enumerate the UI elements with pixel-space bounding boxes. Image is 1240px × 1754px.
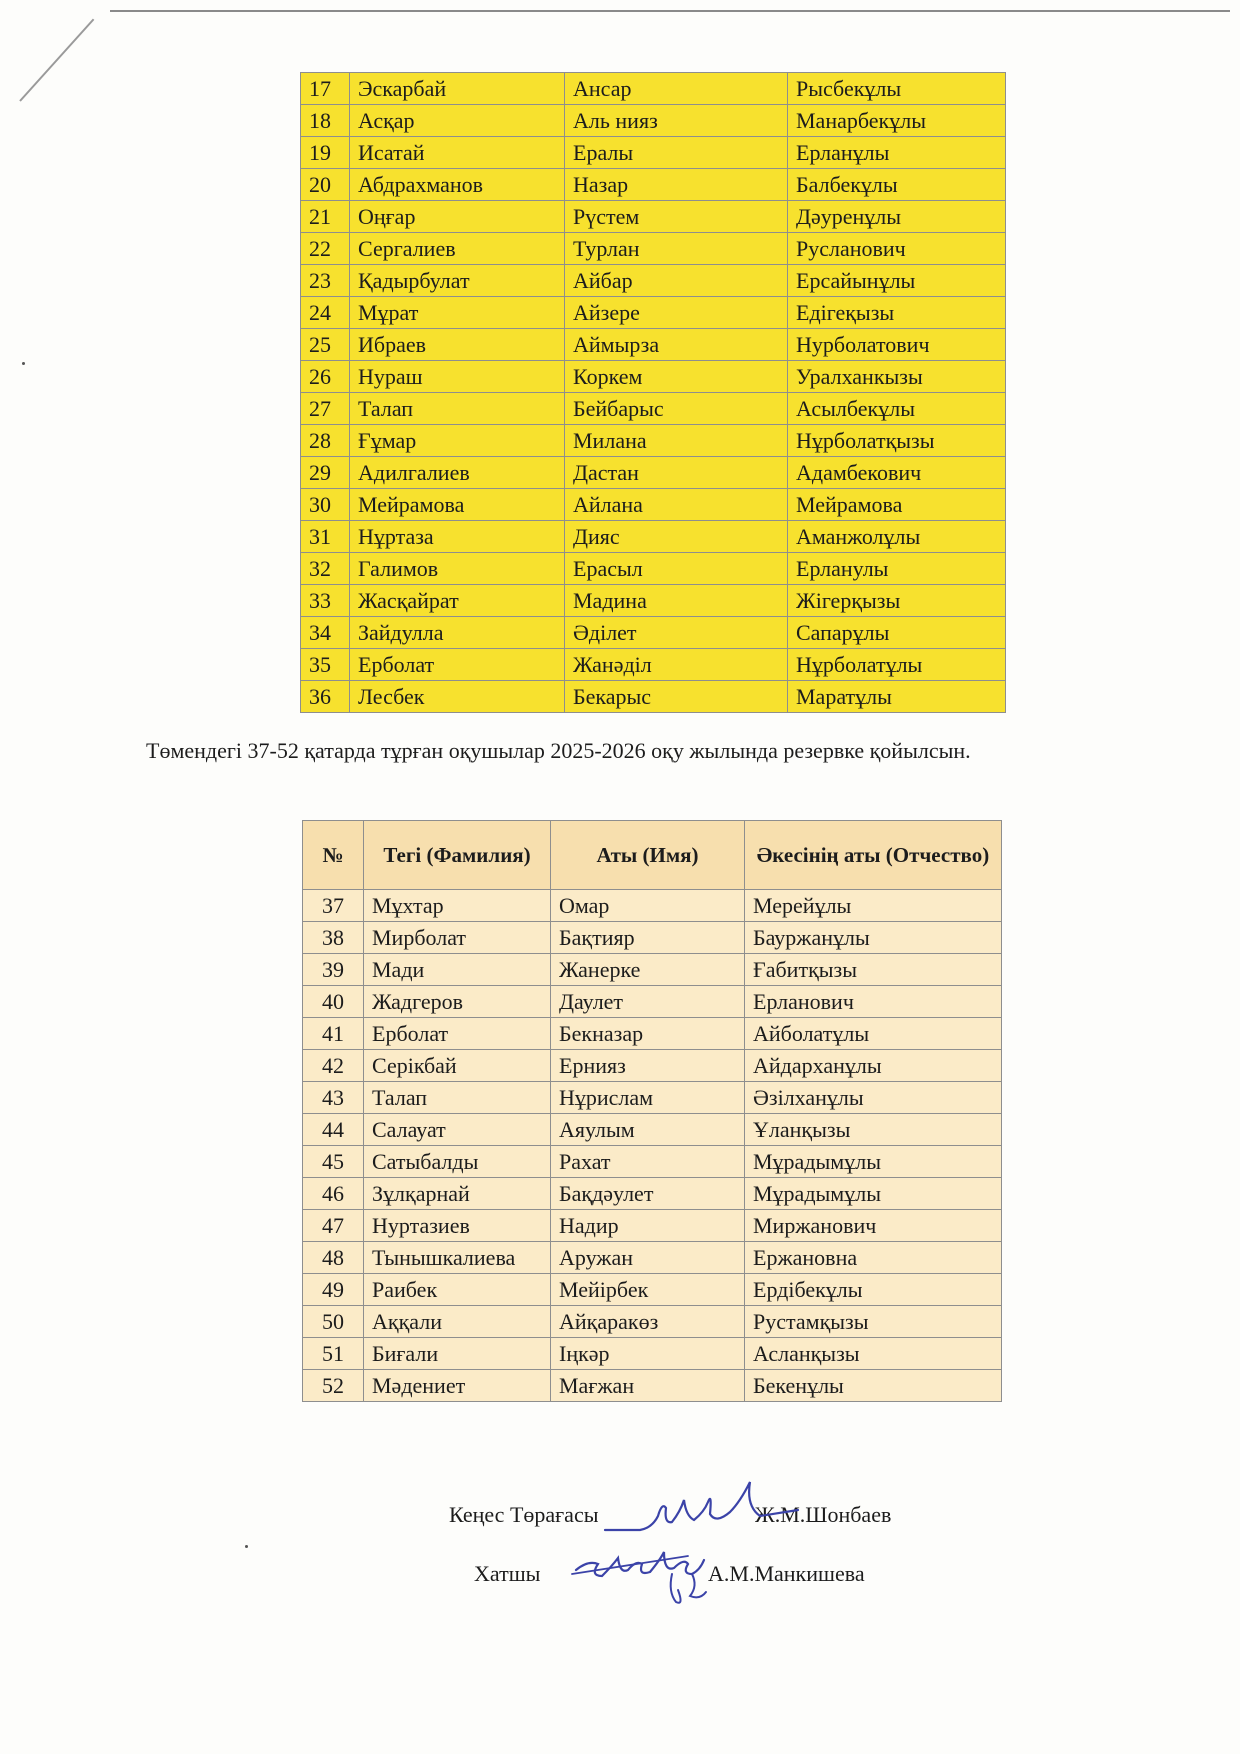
patronymic-cell: Ердібекұлы xyxy=(745,1274,1002,1306)
name-cell: Рахат xyxy=(551,1146,745,1178)
name-cell: Бейбарыс xyxy=(565,393,788,425)
header-surname: Тегі (Фамилия) xyxy=(364,821,551,890)
surname-cell: Нуртазиев xyxy=(364,1210,551,1242)
name-cell: Коркем xyxy=(565,361,788,393)
surname-cell: Талап xyxy=(364,1082,551,1114)
name-cell: Нұрислам xyxy=(551,1082,745,1114)
table-row xyxy=(301,73,1006,105)
name-cell: Ернияз xyxy=(551,1050,745,1082)
row-number: 24 xyxy=(301,297,350,329)
patronymic-cell: Ұланқызы xyxy=(745,1114,1002,1146)
surname-cell: Исатай xyxy=(350,137,565,169)
row-number: 21 xyxy=(301,201,350,233)
row-number: 32 xyxy=(301,553,350,585)
row-number: 50 xyxy=(303,1306,364,1338)
row-number: 48 xyxy=(303,1242,364,1274)
table-row xyxy=(303,1338,1002,1370)
surname-cell: Мұрат xyxy=(350,297,565,329)
row-number: 40 xyxy=(303,986,364,1018)
secretary-signature-mark xyxy=(568,1530,718,1610)
surname-cell: Аққали xyxy=(364,1306,551,1338)
patronymic-cell: Мейрамова xyxy=(788,489,1006,521)
surname-cell: Ерболат xyxy=(350,649,565,681)
row-number: 20 xyxy=(301,169,350,201)
name-cell: Мағжан xyxy=(551,1370,745,1402)
surname-cell: Тынышкалиева xyxy=(364,1242,551,1274)
scan-speck xyxy=(245,1545,248,1548)
table-row xyxy=(301,105,1006,137)
row-number: 46 xyxy=(303,1178,364,1210)
table-row xyxy=(301,169,1006,201)
table-row xyxy=(301,425,1006,457)
patronymic-cell: Рысбекұлы xyxy=(788,73,1006,105)
name-cell: Мейірбек xyxy=(551,1274,745,1306)
name-cell: Милана xyxy=(565,425,788,457)
table-row xyxy=(303,1018,1002,1050)
name-cell: Жанәділ xyxy=(565,649,788,681)
surname-cell: Жадгеров xyxy=(364,986,551,1018)
row-number: 47 xyxy=(303,1210,364,1242)
patronymic-cell: Дәуренұлы xyxy=(788,201,1006,233)
row-number: 49 xyxy=(303,1274,364,1306)
student-table-main xyxy=(300,72,1006,713)
patronymic-cell: Бауржанұлы xyxy=(745,922,1002,954)
surname-cell: Мәдениет xyxy=(364,1370,551,1402)
patronymic-cell: Жігерқызы xyxy=(788,585,1006,617)
row-number: 35 xyxy=(301,649,350,681)
header-patronymic: Әкесінің аты (Отчество) xyxy=(745,821,1002,890)
surname-cell: Эскарбай xyxy=(350,73,565,105)
table-row xyxy=(301,297,1006,329)
row-number: 33 xyxy=(301,585,350,617)
surname-cell: Мирболат xyxy=(364,922,551,954)
row-number: 37 xyxy=(303,890,364,922)
name-cell: Бекназар xyxy=(551,1018,745,1050)
surname-cell: Абдрахманов xyxy=(350,169,565,201)
surname-cell: Асқар xyxy=(350,105,565,137)
table-row xyxy=(301,585,1006,617)
patronymic-cell: Ерланович xyxy=(745,986,1002,1018)
surname-cell: Раибек xyxy=(364,1274,551,1306)
surname-cell: Биғали xyxy=(364,1338,551,1370)
row-number: 30 xyxy=(301,489,350,521)
row-number: 18 xyxy=(301,105,350,137)
surname-cell: Мейрамова xyxy=(350,489,565,521)
reserve-note: Төмендегі 37-52 қатарда тұрған оқушылар 2025-2026 оқу жылында резервке қойылсын. xyxy=(146,738,971,763)
row-number: 43 xyxy=(303,1082,364,1114)
row-number: 26 xyxy=(301,361,350,393)
row-number: 38 xyxy=(303,922,364,954)
patronymic-cell: Мұрадымұлы xyxy=(745,1178,1002,1210)
patronymic-cell: Асланқызы xyxy=(745,1338,1002,1370)
table-row xyxy=(303,1370,1002,1402)
row-number: 23 xyxy=(301,265,350,297)
patronymic-cell: Адамбекович xyxy=(788,457,1006,489)
patronymic-cell: Миржанович xyxy=(745,1210,1002,1242)
surname-cell: Зұлқарнай xyxy=(364,1178,551,1210)
patronymic-cell: Нұрболатқызы xyxy=(788,425,1006,457)
table-row xyxy=(301,137,1006,169)
table-row xyxy=(303,890,1002,922)
name-cell: Турлан xyxy=(565,233,788,265)
table-row xyxy=(303,1178,1002,1210)
patronymic-cell: Уралханкызы xyxy=(788,361,1006,393)
surname-cell: Нураш xyxy=(350,361,565,393)
student-table-reserve xyxy=(302,820,1002,1402)
surname-cell: Серікбай xyxy=(364,1050,551,1082)
header-name: Аты (Имя) xyxy=(551,821,745,890)
patronymic-cell: Ерсайынұлы xyxy=(788,265,1006,297)
secretary-title: Хатшы xyxy=(474,1561,541,1586)
surname-cell: Оңғар xyxy=(350,201,565,233)
name-cell: Айлана xyxy=(565,489,788,521)
surname-cell: Ибраев xyxy=(350,329,565,361)
table-row xyxy=(301,521,1006,553)
surname-cell: Мади xyxy=(364,954,551,986)
table-row xyxy=(301,617,1006,649)
patronymic-cell: Русланович xyxy=(788,233,1006,265)
table-row xyxy=(301,361,1006,393)
name-cell: Аль нияз xyxy=(565,105,788,137)
name-cell: Бақтияр xyxy=(551,922,745,954)
surname-cell: Қадырбулат xyxy=(350,265,565,297)
table-row xyxy=(303,1050,1002,1082)
table-row xyxy=(301,553,1006,585)
table-row xyxy=(301,457,1006,489)
patronymic-cell: Нұрболатұлы xyxy=(788,649,1006,681)
table-row xyxy=(301,329,1006,361)
name-cell: Мадина xyxy=(565,585,788,617)
name-cell: Іңкәр xyxy=(551,1338,745,1370)
surname-cell: Салауат xyxy=(364,1114,551,1146)
name-cell: Жанерке xyxy=(551,954,745,986)
row-number: 45 xyxy=(303,1146,364,1178)
row-number: 51 xyxy=(303,1338,364,1370)
row-number: 17 xyxy=(301,73,350,105)
table-row xyxy=(303,1082,1002,1114)
patronymic-cell: Айдарханұлы xyxy=(745,1050,1002,1082)
patronymic-cell: Мерейұлы xyxy=(745,890,1002,922)
row-number: 29 xyxy=(301,457,350,489)
name-cell: Дастан xyxy=(565,457,788,489)
patronymic-cell: Ғабитқызы xyxy=(745,954,1002,986)
scan-fold-line xyxy=(110,10,1230,12)
patronymic-cell: Едігеқызы xyxy=(788,297,1006,329)
patronymic-cell: Ерланұлы xyxy=(788,137,1006,169)
surname-cell: Лесбек xyxy=(350,681,565,713)
surname-cell: Адилгалиев xyxy=(350,457,565,489)
table-row xyxy=(303,1242,1002,1274)
table-row xyxy=(301,681,1006,713)
name-cell: Әділет xyxy=(565,617,788,649)
row-number: 19 xyxy=(301,137,350,169)
name-cell: Дияс xyxy=(565,521,788,553)
table-row xyxy=(303,1146,1002,1178)
table-row xyxy=(303,954,1002,986)
row-number: 41 xyxy=(303,1018,364,1050)
patronymic-cell: Балбекұлы xyxy=(788,169,1006,201)
patronymic-cell: Айболатұлы xyxy=(745,1018,1002,1050)
table-row xyxy=(303,1306,1002,1338)
patronymic-cell: Сапарұлы xyxy=(788,617,1006,649)
surname-cell: Сергалиев xyxy=(350,233,565,265)
row-number: 22 xyxy=(301,233,350,265)
table-row xyxy=(301,649,1006,681)
row-number: 52 xyxy=(303,1370,364,1402)
surname-cell: Нұртаза xyxy=(350,521,565,553)
row-number: 31 xyxy=(301,521,350,553)
patronymic-cell: Аманжолұлы xyxy=(788,521,1006,553)
patronymic-cell: Рустамқызы xyxy=(745,1306,1002,1338)
patronymic-cell: Манарбекұлы xyxy=(788,105,1006,137)
surname-cell: Мұхтар xyxy=(364,890,551,922)
row-number: 28 xyxy=(301,425,350,457)
patronymic-cell: Нурболатович xyxy=(788,329,1006,361)
surname-cell: Галимов xyxy=(350,553,565,585)
secretary-name: А.М.Манкишева xyxy=(708,1561,865,1586)
name-cell: Аружан xyxy=(551,1242,745,1274)
table-row xyxy=(303,1274,1002,1306)
table-row xyxy=(301,201,1006,233)
surname-cell: Ғұмар xyxy=(350,425,565,457)
table-row xyxy=(303,986,1002,1018)
table-row xyxy=(301,265,1006,297)
row-number: 25 xyxy=(301,329,350,361)
name-cell: Айқаракөз xyxy=(551,1306,745,1338)
name-cell: Омар xyxy=(551,890,745,922)
table-row xyxy=(301,233,1006,265)
surname-cell: Ерболат xyxy=(364,1018,551,1050)
name-cell: Назар xyxy=(565,169,788,201)
name-cell: Бақдәулет xyxy=(551,1178,745,1210)
scan-fold-corner xyxy=(19,19,94,102)
patronymic-cell: Бекенұлы xyxy=(745,1370,1002,1402)
name-cell: Даулет xyxy=(551,986,745,1018)
chair-name: Ж.М.Шонбаев xyxy=(755,1502,892,1527)
name-cell: Айбар xyxy=(565,265,788,297)
name-cell: Рүстем xyxy=(565,201,788,233)
table-row xyxy=(301,393,1006,425)
name-cell: Надир xyxy=(551,1210,745,1242)
surname-cell: Зайдулла xyxy=(350,617,565,649)
chair-title: Кеңес Төрағасы xyxy=(449,1502,599,1527)
row-number: 44 xyxy=(303,1114,364,1146)
name-cell: Аймырза xyxy=(565,329,788,361)
table-row xyxy=(303,1210,1002,1242)
patronymic-cell: Әзілханұлы xyxy=(745,1082,1002,1114)
scan-speck xyxy=(22,362,25,365)
header-number: № xyxy=(303,821,364,890)
name-cell: Аяулым xyxy=(551,1114,745,1146)
row-number: 36 xyxy=(301,681,350,713)
table-header-row xyxy=(303,821,1002,890)
patronymic-cell: Ерланулы xyxy=(788,553,1006,585)
name-cell: Айзере xyxy=(565,297,788,329)
patronymic-cell: Маратұлы xyxy=(788,681,1006,713)
row-number: 42 xyxy=(303,1050,364,1082)
name-cell: Ерасыл xyxy=(565,553,788,585)
surname-cell: Талап xyxy=(350,393,565,425)
name-cell: Ералы xyxy=(565,137,788,169)
patronymic-cell: Ержановна xyxy=(745,1242,1002,1274)
surname-cell: Жасқайрат xyxy=(350,585,565,617)
row-number: 34 xyxy=(301,617,350,649)
name-cell: Бекарыс xyxy=(565,681,788,713)
row-number: 39 xyxy=(303,954,364,986)
row-number: 27 xyxy=(301,393,350,425)
surname-cell: Сатыбалды xyxy=(364,1146,551,1178)
patronymic-cell: Мұрадымұлы xyxy=(745,1146,1002,1178)
table-row xyxy=(303,1114,1002,1146)
table-row xyxy=(303,922,1002,954)
name-cell: Ансар xyxy=(565,73,788,105)
table-row xyxy=(301,489,1006,521)
patronymic-cell: Асылбекұлы xyxy=(788,393,1006,425)
